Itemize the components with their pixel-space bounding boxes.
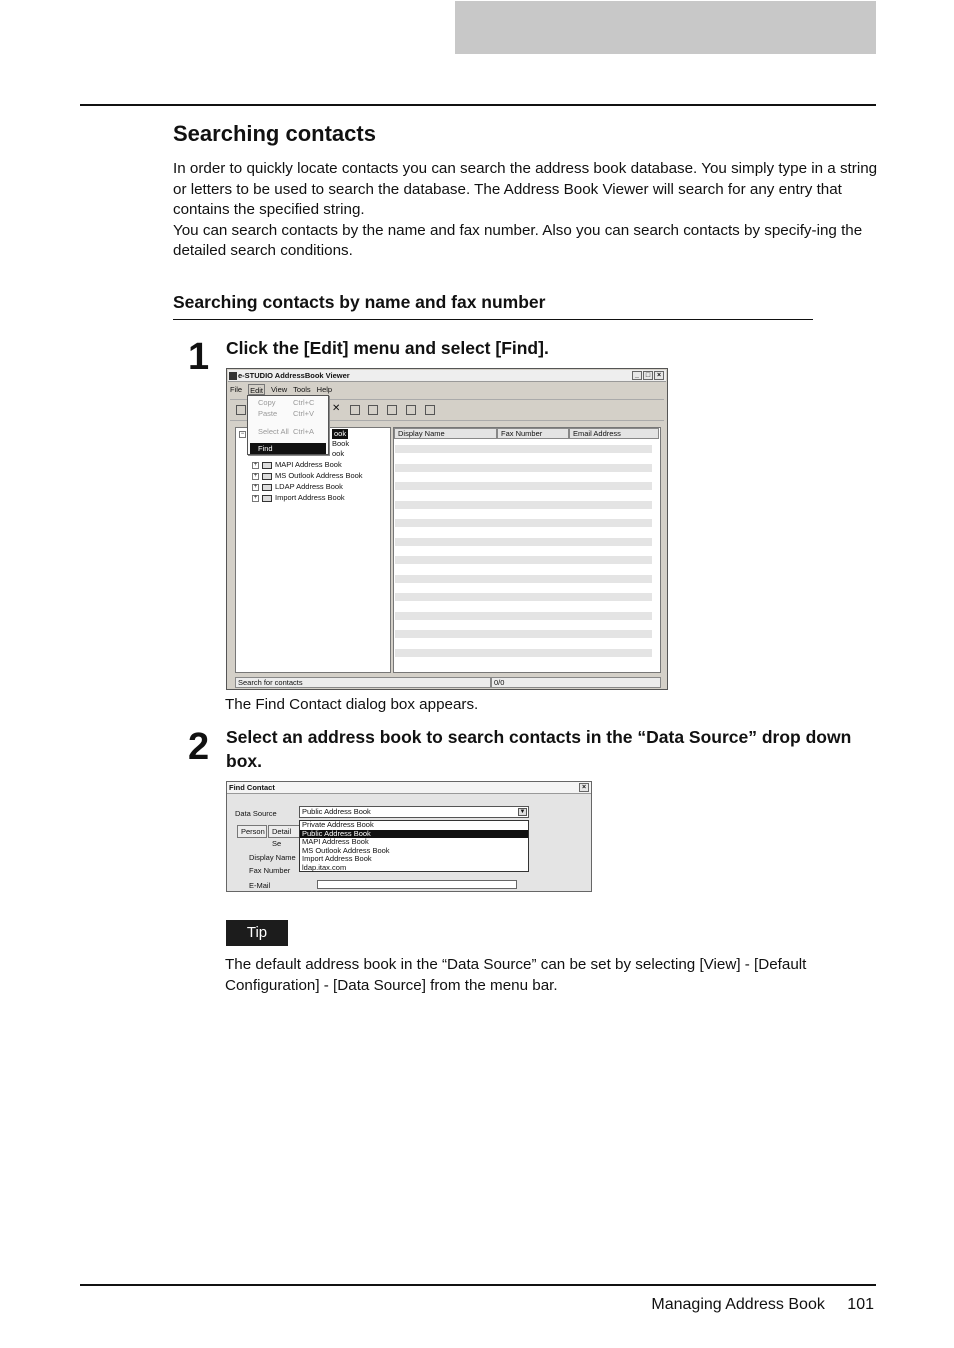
contact-list (393, 427, 661, 673)
tree-item-label: LDAP Address Book (275, 482, 343, 491)
toolbar-icon[interactable] (236, 405, 246, 415)
paste-icon[interactable] (406, 405, 416, 415)
intro-text (173, 159, 878, 262)
option-mapi-address-book[interactable]: MAPI Address Book (302, 837, 369, 846)
list-row-stripe (395, 519, 652, 527)
address-book-icon (262, 473, 272, 480)
top-rule (80, 104, 876, 106)
tree-item[interactable] (252, 460, 342, 470)
option-ldap-server[interactable]: ldap.itax.com (302, 862, 347, 872)
app-icon (229, 372, 237, 380)
footer (651, 1296, 874, 1314)
tip-badge: Tip (226, 920, 288, 946)
address-book-icon (262, 495, 272, 502)
status-text: Search for contacts (235, 677, 491, 688)
tab-person[interactable]: Person (237, 825, 267, 838)
column-header-email[interactable]: Email Address (569, 428, 659, 439)
menubar (230, 384, 332, 395)
intro-paragraph: You can search contacts by the name and fax number. Also you can search contacts by specify-ing the detailed search conditions. (173, 221, 863, 259)
menu-item-find[interactable]: Find (250, 443, 326, 454)
tree-item[interactable]: ook (334, 429, 347, 438)
minimize-button[interactable]: _ (632, 371, 642, 380)
expand-icon[interactable]: + (253, 483, 258, 490)
tree-item-label: Import Address Book (275, 493, 345, 502)
header-bar (455, 1, 876, 54)
footer-chapter: Managing Address Book (651, 1296, 825, 1313)
option-ms-outlook-address-book[interactable]: MS Outlook Address Book (302, 845, 390, 855)
bottom-rule (80, 1284, 876, 1286)
data-source-label: Data Source (235, 809, 277, 818)
menu-tools[interactable]: Tools (293, 385, 311, 394)
data-source-options (299, 820, 529, 872)
step-text: Click the [Edit] menu and select [Find]. (226, 338, 549, 358)
copy-icon[interactable] (387, 405, 397, 415)
delete-icon[interactable]: ✕ (332, 403, 341, 414)
window-title: e-STUDIO AddressBook Viewer (238, 371, 350, 380)
menu-item-paste-shortcut: Ctrl+V (293, 409, 315, 418)
option-public-address-book[interactable]: Public Address Book (300, 830, 528, 839)
menu-item-copy-shortcut: Ctrl+C (293, 398, 315, 407)
menu-file[interactable]: File (230, 385, 243, 394)
step-number: 1 (188, 336, 210, 378)
list-row-stripe (395, 575, 652, 583)
expand-icon[interactable]: + (253, 472, 258, 479)
close-button[interactable]: × (579, 783, 589, 792)
tree-item-label: MAPI Address Book (275, 460, 342, 469)
step-caption: The Find Contact dialog box appears. (225, 696, 479, 713)
field-label-display-name: Display Name (249, 853, 296, 862)
list-row-stripe (395, 612, 652, 620)
address-book-icon (262, 484, 272, 491)
list-row-stripe (395, 593, 652, 601)
tree-item[interactable] (252, 471, 363, 481)
email-field[interactable] (317, 880, 517, 889)
page-number: 101 (847, 1296, 874, 1313)
list-row-stripe (395, 482, 652, 490)
menu-item-select-all[interactable]: Select All (258, 427, 289, 436)
tree-item[interactable]: ook (332, 449, 345, 458)
address-book-tree (235, 427, 391, 673)
list-row-stripe (395, 649, 652, 657)
list-row-stripe (395, 464, 652, 472)
address-book-icon (262, 462, 272, 469)
dialog-titlebar (227, 782, 591, 794)
column-header-display-name[interactable]: Display Name (394, 428, 497, 439)
field-label-fax-number: Fax Number (249, 866, 291, 875)
find-contact-screenshot (226, 781, 592, 892)
list-row-stripe (395, 630, 652, 638)
maximize-button[interactable]: □ (643, 371, 653, 380)
column-header-fax-number[interactable]: Fax Number (497, 428, 569, 439)
menu-item-copy[interactable]: Copy (258, 398, 276, 407)
dialog-title: Find Contact (229, 783, 275, 792)
window-titlebar (228, 370, 666, 382)
step-number: 2 (188, 726, 210, 768)
status-bar (235, 677, 661, 688)
intro-paragraph: In order to quickly locate contacts you can search the address book database. You simply type in a string or letters to be used to search the database. The Address Book Viewer will search for any entry that contains the specified string. (173, 160, 878, 218)
data-source-select[interactable] (299, 806, 529, 818)
menu-item-select-all-shortcut: Ctrl+A (293, 427, 315, 436)
expand-icon[interactable]: + (253, 461, 258, 468)
option-import-address-book[interactable]: Import Address Book (302, 854, 372, 863)
step-text: Select an address book to search contacts in the “Data Source” drop down box. (226, 727, 852, 771)
menu-item-paste[interactable]: Paste (258, 409, 278, 418)
tip-text: The default address book in the “Data Source” can be set by selecting [View] - [Default Configuration] - [Data Source] from the menu bar. (225, 956, 807, 994)
collapse-icon[interactable]: − (240, 431, 245, 437)
tree-item[interactable]: Book (332, 439, 350, 448)
option-private-address-book[interactable]: Private Address Book (302, 820, 374, 829)
tree-item[interactable] (252, 493, 345, 503)
close-button[interactable]: × (654, 371, 664, 380)
subsection-title: Searching contacts by name and fax number (173, 292, 546, 312)
address-book-viewer-screenshot (226, 368, 668, 690)
tree-item-label: MS Outlook Address Book (275, 471, 363, 480)
list-row-stripe (395, 445, 652, 453)
list-row-stripe (395, 538, 652, 546)
data-source-value: Public Address Book (302, 807, 371, 816)
home-icon[interactable] (350, 405, 360, 415)
section-title: Searching contacts (173, 121, 376, 146)
edit-icon[interactable] (368, 405, 378, 415)
expand-icon[interactable]: + (253, 494, 258, 501)
menu-view[interactable]: View (271, 385, 288, 394)
status-count: 0/0 (491, 677, 661, 688)
subsection-rule (173, 319, 813, 320)
menu-edit[interactable]: Edit (250, 386, 264, 395)
edit-menu-dropdown (247, 395, 329, 455)
chevron-down-icon[interactable]: ▼ (519, 809, 526, 815)
tab-detail-search[interactable]: Detail Se (268, 825, 300, 838)
list-row-stripe (395, 556, 652, 564)
list-icon[interactable] (425, 405, 435, 415)
field-label-email: E-Mail (249, 881, 271, 890)
menu-help[interactable]: Help (316, 385, 333, 394)
list-row-stripe (395, 501, 652, 509)
tree-item[interactable] (252, 482, 343, 492)
